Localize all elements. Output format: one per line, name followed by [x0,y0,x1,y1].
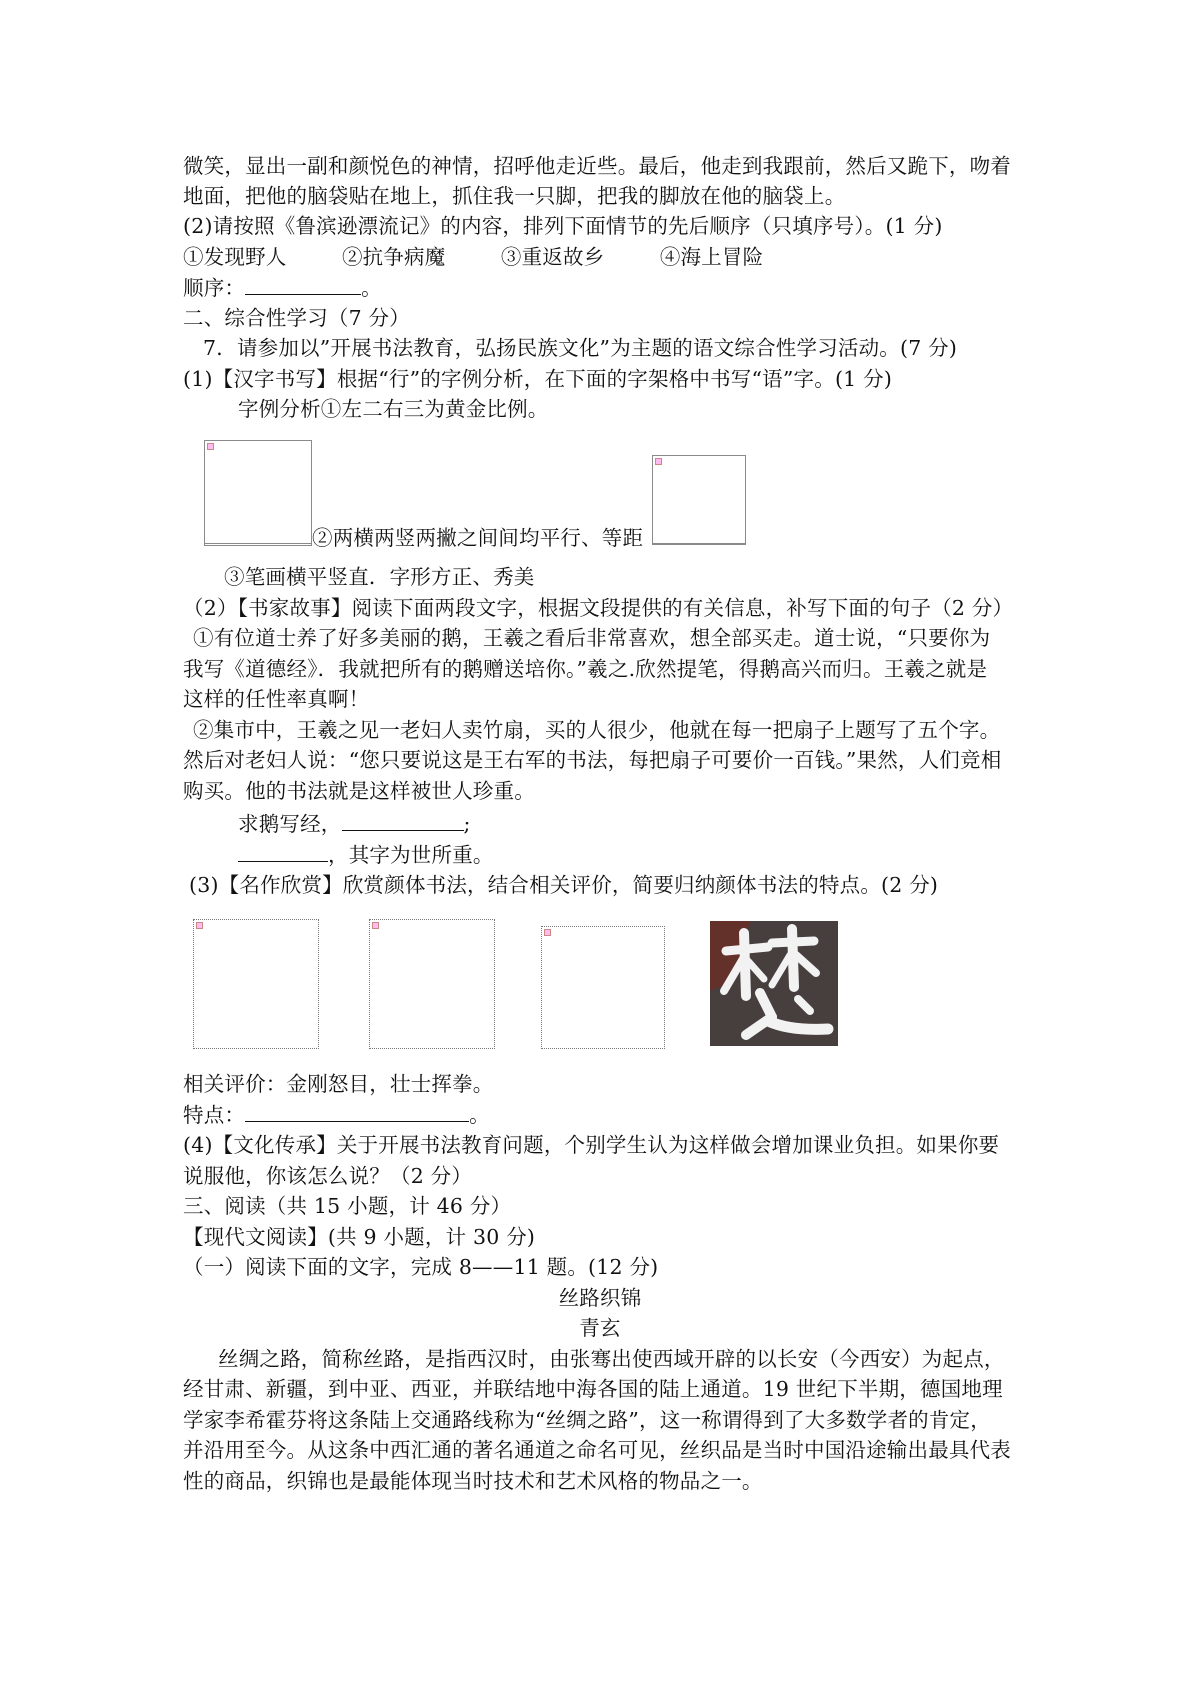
story-1: 这样的任性率真啊！ [183,687,370,711]
broken-image-icon [196,922,203,929]
divider [652,543,746,544]
question-7: 7．请参加以”开展书法教育，弘扬民族文化”为主题的语文综合性学习活动。(7 分) [203,336,958,360]
article-paragraph: 丝绸之路，简称丝路，是指西汉时，由张骞出使西域开辟的以长安（今西安）为起点， [218,1347,1005,1371]
analysis-2: ②两横两竖两撇之间间均平行、等距 [312,526,644,550]
story-1: ①有位道士养了好多美丽的鹅，王羲之看后非常喜欢，想全部买走。道士说，“只要你为 [193,626,991,650]
question-7-3: (3)【名作欣赏】欣赏颜体书法，结合相关评价，简要归纳颜体书法的特点。(2 分) [189,873,939,897]
question-2: (2)请按照《鲁滨逊漂流记》的内容，排列下面情节的先后顺序（只填序号）。(1 分) [183,214,943,238]
question-7-2: （2）【书家故事】阅读下面两段文字，根据文段提供的有关信息，补写下面的句子（2 分） [183,596,1014,620]
broken-image-icon [372,922,379,929]
fill-blank-2[interactable] [238,839,328,862]
question-7-4: (4)【文化传承】关于开展书法教育问题，个别学生认为这样做会增加课业负担。如果你要 [183,1133,1000,1157]
feature-blank[interactable] [245,1099,469,1122]
story-2: 然后对老妇人说：“您只要说这是王右军的书法，每把扇子可要价一百钱。”果然，人们竞相 [183,748,1002,772]
analysis-1: 字例分析①左二右三为黄金比例。 [238,397,549,421]
article-author: 青玄 [579,1316,621,1340]
calligraphy-character-icon [710,921,838,1046]
section-3-heading: 三、阅读（共 15 小题，计 46 分） [183,1194,512,1218]
calligraphy-image-2 [369,919,495,1049]
feature-label: 特点： [183,1103,246,1127]
part-1-instruction: （一）阅读下面的文字，完成 8——11 题。(12 分) [183,1255,659,1279]
option-3: ③重返故乡 [500,245,605,269]
article-paragraph: 经甘肃、新疆，到中亚、西亚，并联结地中海各国的陆上通道。19 世纪下半期，德国地理 [183,1377,1003,1401]
question-7-4: 说服他，你该怎么说？（2 分） [183,1164,473,1188]
broken-image-icon [544,929,551,936]
paragraph-line: 微笑，显出一副和颜悦色的神情，招呼他走近些。最后，他走到我跟前，然后又跪下，吻着 [183,154,1011,178]
modern-reading-heading: 【现代文阅读】(共 9 小题，计 30 分) [183,1225,536,1249]
fill-end: ; [463,812,471,836]
character-example-image [204,440,312,546]
option-1: ①发现野人 [183,245,287,269]
calligraphy-image-4 [710,921,838,1046]
question-7-1: (1)【汉字书写】根据“行”的字例分析，在下面的字架格中书写“语”字。(1 分) [183,367,893,391]
calligraphy-image-1 [193,919,319,1049]
fill-line-1 [238,808,471,839]
fill-line-2 [238,839,494,870]
fill-blank-1[interactable] [342,808,464,831]
broken-image-icon [207,443,214,450]
article-paragraph: 并沿用至今。从这条中西汇通的著名通道之命名可见，丝织品是当时中国沿途输出最具代表 [183,1438,1011,1462]
order-label: 顺序： [183,276,246,300]
order-end: 。 [361,276,382,300]
feature-line [183,1099,490,1130]
option-4: ④海上冒险 [659,245,764,269]
plot-options [183,242,763,272]
fill-suffix: ，其字为世所重。 [328,843,494,867]
section-2-heading: 二、综合性学习（7 分） [183,306,410,330]
evaluation: 相关评价：金刚怒目，壮士挥拳。 [183,1072,494,1096]
story-2: 购买。他的书法就是这样被世人珍重。 [183,779,535,803]
story-2: ②集市中，王羲之见一老妇人卖竹扇，买的人很少，他就在每一把扇子上题写了五个字。 [193,718,1001,742]
story-1: 我写《道德经》．我就把所有的鹅赠送培你。”羲之.欣然提笔，得鹅高兴而归。王羲之就是 [183,657,988,681]
analysis-3: ③笔画横平竖直．字形方正、秀美 [224,565,535,589]
article-paragraph: 学家李希霍芬将这条陆上交通路线称为“丝绸之路”，这一称谓得到了大多数学者的肯定， [183,1408,991,1432]
calligraphy-image-3 [541,926,665,1049]
order-line [183,272,382,303]
paragraph-line: 地面，把他的脑袋贴在地上，抓住我一只脚，把我的脚放在他的脑袋上。 [183,184,846,208]
fill-prefix: 求鹅写经， [238,812,342,836]
divider [204,543,312,544]
writing-grid-box[interactable] [652,455,746,545]
option-2: ②抗争病魔 [341,245,446,269]
feature-end: 。 [469,1103,490,1127]
article-paragraph: 性的商品，织锦也是最能体现当时技术和艺术风格的物品之一。 [183,1469,763,1493]
order-blank[interactable] [245,272,361,295]
article-title: 丝路织锦 [558,1286,642,1310]
broken-image-icon [655,458,662,465]
